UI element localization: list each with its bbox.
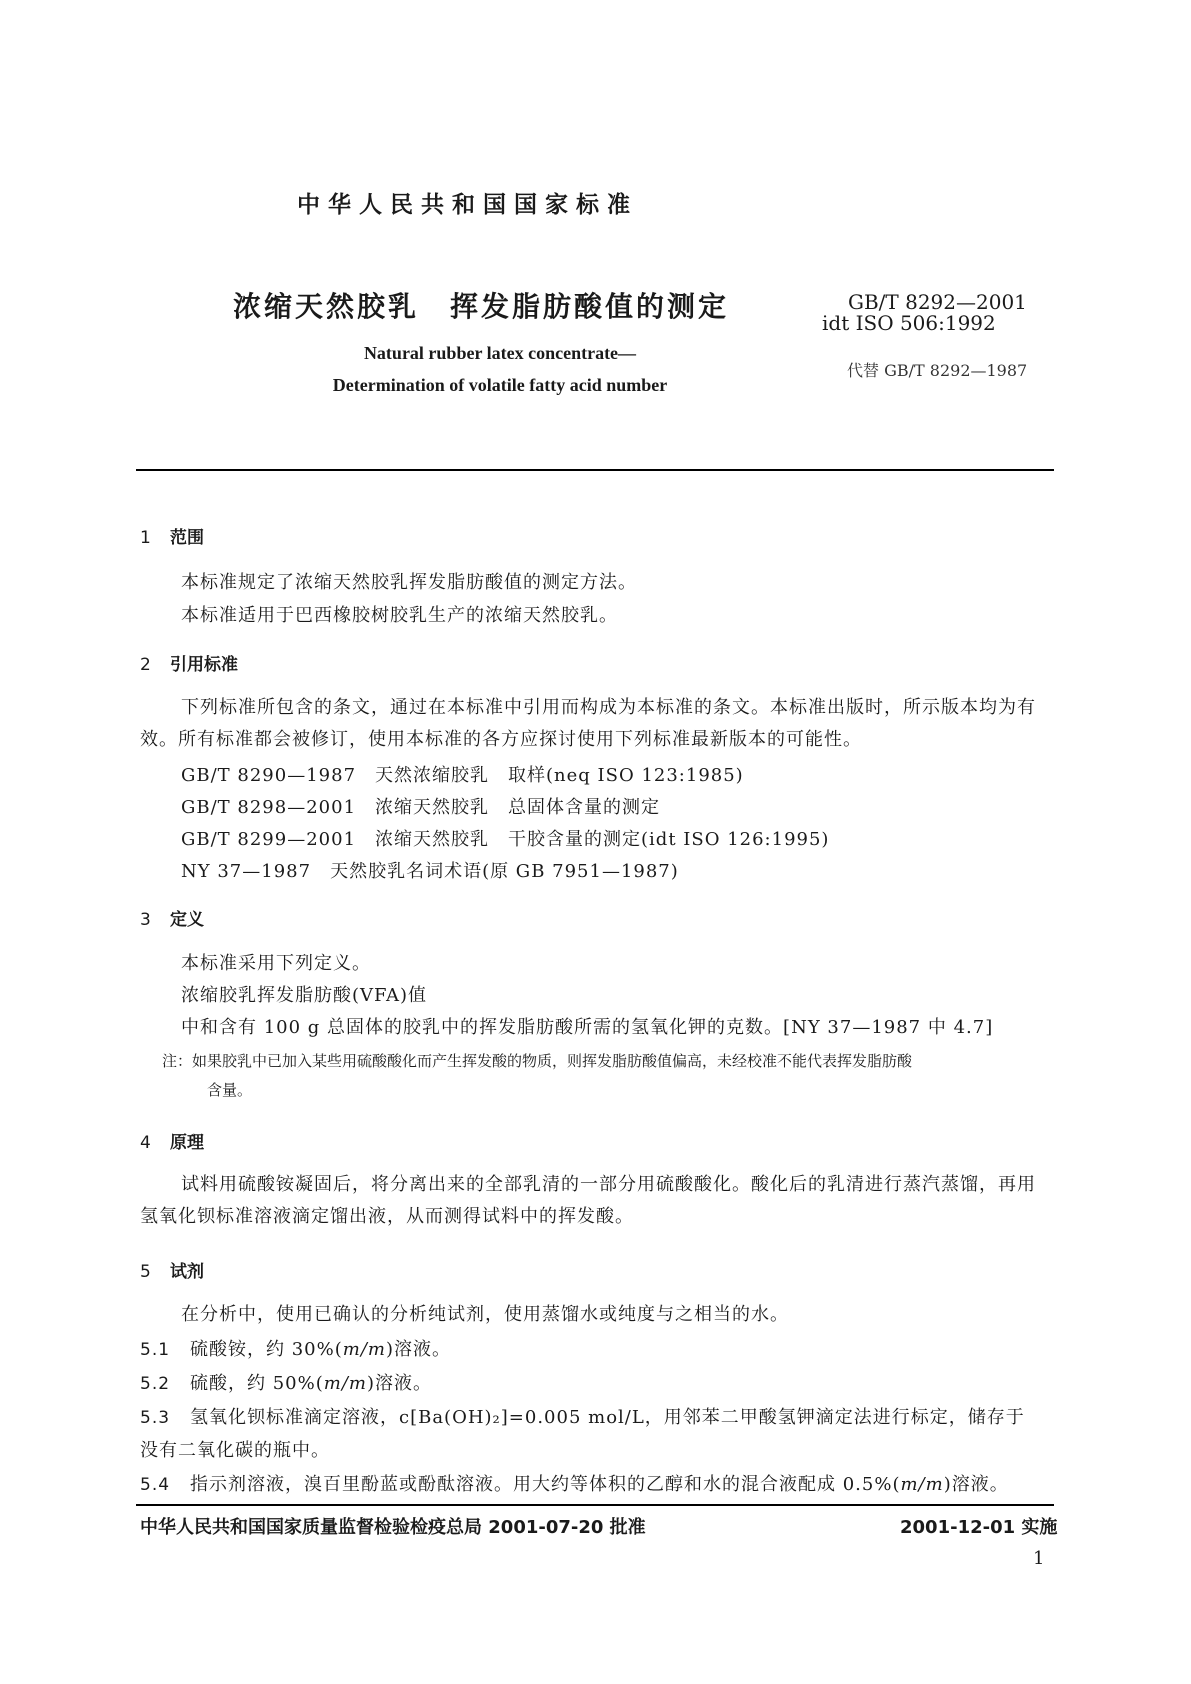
page-number: 1 xyxy=(1033,1548,1045,1569)
section-4-para: 试料用硫酸铵凝固后，将分离出来的全部乳清的一部分用硫酸酸化。酸化后的乳清进行蒸汽蒸馏，再用氢氧化钡标准溶液滴定馏出液，从而测得试料中的挥发酸。 xyxy=(140,1174,1036,1227)
section-3-note-cont: 含量。 xyxy=(207,1081,253,1099)
header-rule xyxy=(136,469,1054,471)
section-4-heading: 4 原理 xyxy=(140,1133,204,1153)
title-en-line2: Determination of volatile fatty acid number xyxy=(332,375,668,395)
title-cn: 浓缩天然胶乳 挥发脂肪酸值的测定 xyxy=(233,290,730,323)
footer-rule xyxy=(136,1504,1054,1506)
standard-code: GB/T 8292—2001 xyxy=(848,290,1027,314)
section-3-heading: 3 定义 xyxy=(140,910,204,930)
section-5-intro: 在分析中，使用已确认的分析纯试剂，使用蒸馏水或纯度与之相当的水。 xyxy=(181,1304,789,1325)
reference-item: GB/T 8290—1987 天然浓缩胶乳 取样(neq ISO 123:1985) xyxy=(181,765,744,786)
section-3-definition: 中和含有 100 g 总固体的胶乳中的挥发脂肪酸所需的氢氧化钾的克数。[NY 37—1987 中 4.7] xyxy=(181,1017,994,1038)
section-2-intro: 下列标准所包含的条文，通过在本标准中引用而构成为本标准的条文。本标准出版时，所示版本均为有效。所有标准都会被修订，使用本标准的各方应探讨使用下列标准最新版本的可能性。 xyxy=(140,697,1036,750)
idt-code: idt ISO 506:1992 xyxy=(822,311,996,335)
reagent-item-cont: 没有二氧化碳的瓶中。 xyxy=(140,1440,330,1461)
reference-item: GB/T 8299—2001 浓缩天然胶乳 干胶含量的测定(idt ISO 126:1995) xyxy=(181,829,830,850)
section-1-para-1: 本标准规定了浓缩天然胶乳挥发脂肪酸值的测定方法。 xyxy=(181,572,637,593)
reference-item: NY 37—1987 天然胶乳名词术语(原 GB 7951—1987) xyxy=(181,861,679,882)
section-2-heading: 2 引用标准 xyxy=(140,655,238,675)
section-3-note: 注：如果胶乳中已加入某些用硫酸酸化而产生挥发酸的物质，则挥发脂肪酸值偏高，未经校准不能代表挥发脂肪酸 xyxy=(162,1052,913,1070)
reagent-item: 5.4 指示剂溶液，溴百里酚蓝或酚酞溶液。用大约等体积的乙醇和水的混合液配成 0.5%(m/m)溶液。 xyxy=(140,1474,1009,1495)
replaces-code: 代替 GB/T 8292—1987 xyxy=(847,361,1028,380)
effective-date: 2001-12-01 实施 xyxy=(900,1517,1058,1538)
reagent-item: 5.2 硫酸，约 50%(m/m)溶液。 xyxy=(140,1373,432,1394)
section-3-para-1: 本标准采用下列定义。 xyxy=(181,953,371,974)
section-5-heading: 5 试剂 xyxy=(140,1262,204,1282)
reference-item: GB/T 8298—2001 浓缩天然胶乳 总固体含量的测定 xyxy=(181,797,661,818)
section-1-para-2: 本标准适用于巴西橡胶树胶乳生产的浓缩天然胶乳。 xyxy=(181,605,618,626)
national-standard-header: 中华人民共和国国家标准 xyxy=(297,192,638,218)
section-3-term: 浓缩胶乳挥发脂肪酸(VFA)值 xyxy=(181,985,427,1006)
issuer-approval: 中华人民共和国国家质量监督检验检疫总局 2001-07-20 批准 xyxy=(140,1517,646,1538)
section-1-heading: 1 范围 xyxy=(140,528,204,548)
title-en-line1: Natural rubber latex concentrate— xyxy=(363,343,637,363)
reagent-item: 5.1 硫酸铵，约 30%(m/m)溶液。 xyxy=(140,1339,451,1360)
reagent-item: 5.3 氢氧化钡标准滴定溶液，c[Ba(OH)₂]=0.005 mol/L，用邻苯二甲酸氢钾滴定法进行标定，储存于 xyxy=(140,1407,1025,1428)
